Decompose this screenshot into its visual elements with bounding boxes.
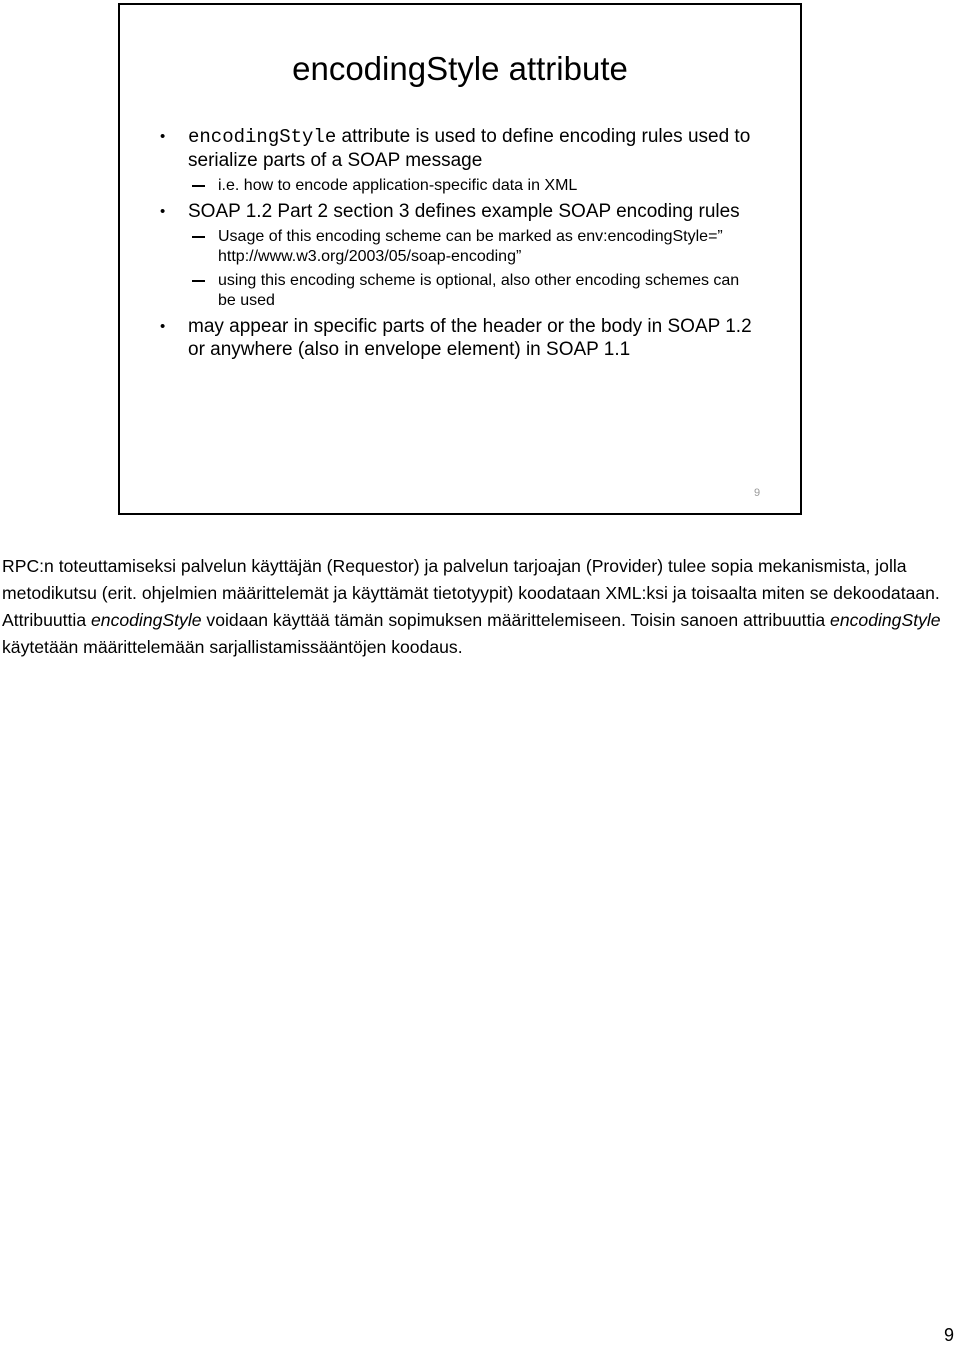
- bullet-icon: •: [160, 128, 166, 145]
- bullet-text: attribute is used to define encoding rules used to serialize parts of a SOAP message: [188, 126, 751, 171]
- bullet-list: [120, 125, 800, 361]
- bullet-icon: •: [160, 318, 166, 335]
- caption-text: käytetään määrittelemään sarjallistamissääntöjen koodaus.: [2, 637, 463, 657]
- bullet-text: SOAP 1.2 Part 2 section 3 defines example SOAP encoding rules: [188, 201, 740, 222]
- caption-emphasis: encodingStyle: [830, 610, 941, 630]
- bullet-icon: •: [160, 203, 166, 220]
- slide-title: encodingStyle attribute: [292, 50, 628, 87]
- caption-text: RPC:n toteuttamiseksi palvelun käyttäjän (Requestor) ja palvelun tarjoajan (Provider) tulee sopia mekanismista, jolla metodikutsu (erit. ohjelmien määrittelemät ja käyttämät tietotyypit) koodataan XML:ksi ja toisaalta miten se dekoodataan. Attribuuttia: [2, 556, 940, 630]
- dash-icon: [192, 280, 205, 282]
- caption-paragraph: [2, 553, 952, 661]
- bullet-item: [160, 315, 768, 361]
- bullet-text: may appear in specific parts of the header or the body in SOAP 1.2 or anywhere (also in envelope element) in SOAP 1.1: [188, 316, 752, 360]
- sub-bullet-item: [218, 176, 748, 196]
- bullet-item: [160, 200, 768, 223]
- sub-bullet-item: [218, 271, 748, 311]
- bullet-item: [160, 125, 768, 172]
- dash-icon: [192, 236, 205, 238]
- sub-bullet-text: i.e. how to encode application-specific data in XML: [218, 177, 578, 194]
- slide-frame: [118, 3, 802, 515]
- slide-number: 9: [754, 487, 761, 499]
- dash-icon: [192, 185, 205, 187]
- sub-bullet-text: Usage of this encoding scheme can be marked as env:encodingStyle=” http://www.w3.org/2003/05/soap-encoding”: [218, 228, 723, 265]
- page-number: 9: [943, 1325, 954, 1345]
- caption-emphasis: encodingStyle: [91, 610, 202, 630]
- code-term: encodingStyle: [188, 126, 337, 148]
- sub-bullet-item: [218, 227, 748, 267]
- sub-bullet-text: using this encoding scheme is optional, also other encoding schemes can be used: [218, 272, 740, 309]
- caption-text: voidaan käyttää tämän sopimuksen määrittelemiseen. Toisin sanoen attribuuttia: [201, 610, 831, 630]
